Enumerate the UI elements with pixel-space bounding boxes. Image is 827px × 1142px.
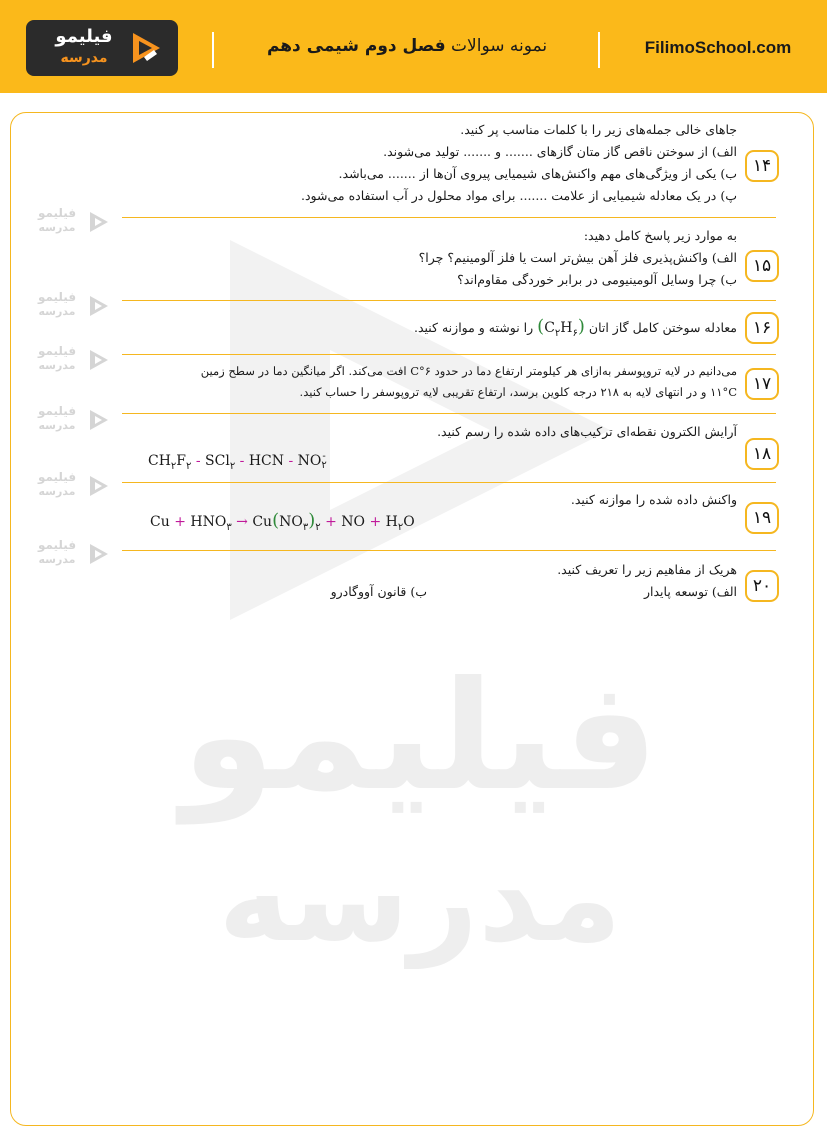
watermark-small-text: مدرسه bbox=[38, 419, 76, 432]
logo-text-filimo: فیلیمو bbox=[55, 26, 113, 47]
reactant-cu: Cu bbox=[150, 514, 170, 530]
watermark-small-text: فیلیمو bbox=[37, 404, 77, 418]
title-regular: نمونه سوالات bbox=[451, 36, 548, 56]
species-separator: - bbox=[288, 453, 294, 469]
divider bbox=[122, 354, 776, 355]
watermark-small-text: مدرسه bbox=[38, 359, 76, 372]
question-text: جاهای خالی جمله‌های زیر را با کلمات مناسب پر کنید. bbox=[460, 122, 737, 137]
question-number: ۱۶ bbox=[745, 312, 779, 344]
formula-subscript: ۶ bbox=[572, 327, 578, 339]
species-scl2: SCl$_۲$ bbox=[205, 453, 236, 472]
question-text: ب) چرا وسایل آلومینیومی در برابر خوردگی مقاوم‌اند؟ bbox=[457, 272, 737, 287]
watermark-small-text: مدرسه bbox=[38, 485, 76, 498]
question-text bbox=[414, 316, 737, 339]
formula-symbol: H bbox=[560, 320, 573, 336]
divider bbox=[122, 550, 776, 551]
watermark-small-text: فیلیمو bbox=[37, 290, 77, 304]
watermark-small-text: فیلیمو bbox=[37, 206, 77, 220]
reaction-equation bbox=[150, 510, 415, 533]
filimo-school-logo[interactable] bbox=[26, 20, 178, 76]
question-text: هریک از مفاهیم زیر را تعریف کنید. bbox=[557, 562, 737, 577]
watermark-text-filimo: فیلیمو bbox=[181, 650, 659, 824]
question-text-before: معادله سوختن کامل گاز اتان bbox=[588, 320, 737, 335]
reaction-arrow: → bbox=[236, 514, 248, 530]
question-text: الف) از سوختن ناقص گاز متان گازهای ....... و ....... تولید می‌شوند. bbox=[383, 144, 737, 159]
play-pencil-logo-icon bbox=[130, 30, 164, 66]
question-text: آرایش الکترون نقطه‌ای ترکیب‌های داده شده را رسم کنید. bbox=[437, 424, 737, 439]
page-header bbox=[0, 0, 827, 93]
product-no: NO bbox=[341, 514, 365, 530]
product-h2o: $H_۲O$ bbox=[385, 514, 415, 533]
watermark-small-text: فیلیمو bbox=[37, 344, 77, 358]
divider bbox=[122, 413, 776, 414]
logo-text-madreseh: مدرسه bbox=[60, 50, 108, 66]
species-hcn: HCN bbox=[248, 453, 284, 469]
plus-sign: + bbox=[369, 514, 382, 530]
page-title bbox=[232, 36, 582, 56]
watermark-small-text: مدرسه bbox=[38, 305, 76, 318]
formula-symbol: C bbox=[544, 320, 555, 336]
product-cu-no3-2: $Cu(NO_۳)_۲$ bbox=[252, 510, 321, 533]
question-part-b: ب) قانون آووگادرو bbox=[330, 584, 427, 599]
species-ch2f2: $CH_۲F_۲$ bbox=[148, 453, 192, 472]
question-text: پ) در یک معادله شیمیایی از علامت ....... برای مواد محلول در آب استفاده می‌شود. bbox=[301, 188, 737, 203]
question-number: ۲۰ bbox=[745, 570, 779, 602]
species-separator: - bbox=[239, 453, 245, 469]
header-separator bbox=[598, 32, 600, 68]
title-bold: فصل دوم شیمی دهم bbox=[266, 36, 446, 56]
watermark-text-madreseh: مدرسه bbox=[218, 830, 622, 969]
site-url[interactable]: FilimoSchool.com bbox=[644, 38, 792, 57]
watermark-small-text: مدرسه bbox=[38, 221, 76, 234]
question-number: ۱۷ bbox=[745, 368, 779, 400]
question-number: ۱۸ bbox=[745, 438, 779, 470]
species-no2-ion: NO - ۲ bbox=[297, 451, 327, 471]
question-number: ۱۴ bbox=[745, 150, 779, 182]
question-number: ۱۵ bbox=[745, 250, 779, 282]
species-list bbox=[148, 452, 327, 472]
question-text: به موارد زیر پاسخ کامل دهید: bbox=[583, 228, 737, 243]
question-text: ۱۱°C و در انتهای لایه به ۲۱۸ درجه کلوین برسد، ارتفاع تقریبی لایه تروپوسفر را حساب کنید. bbox=[299, 385, 737, 399]
question-text-after: را نوشته و موازنه کنید. bbox=[413, 320, 534, 335]
question-part-a: الف) توسعه پایدار bbox=[643, 584, 737, 599]
plus-sign: + bbox=[174, 514, 186, 530]
question-text: ب) یکی از ویژگی‌های مهم واکنش‌های شیمیایی پیروی آن‌ها از ....... می‌باشد. bbox=[338, 166, 737, 181]
watermark-small-text: مدرسه bbox=[38, 553, 76, 566]
header-separator bbox=[212, 32, 214, 68]
divider bbox=[122, 217, 776, 218]
question-text: واکنش داده شده را موازنه کنید. bbox=[570, 492, 737, 507]
divider bbox=[122, 300, 776, 301]
formula-subscript: ۲ bbox=[554, 327, 561, 339]
question-text: الف) واکنش‌پذیری فلز آهن بیش‌تر است یا فلز آلومینیم؟ چرا؟ bbox=[418, 250, 737, 265]
watermark-small-text: فیلیمو bbox=[37, 470, 77, 484]
ethane-formula: $(C_۲H_۶)$ bbox=[537, 316, 585, 339]
reactant-hno3: $HNO_۳$ bbox=[190, 514, 232, 533]
question-text: می‌دانیم در لایه تروپوسفر به‌ازای هر کیلومتر ارتفاع دما در حدود ۶°C افت می‌کند. اگر میانگین دما در سطح زمین bbox=[200, 364, 737, 378]
watermark-small-text: فیلیمو bbox=[37, 538, 77, 552]
species-separator: - bbox=[195, 453, 201, 469]
plus-sign: + bbox=[325, 514, 337, 530]
question-number: ۱۹ bbox=[745, 502, 779, 534]
divider bbox=[122, 482, 776, 483]
